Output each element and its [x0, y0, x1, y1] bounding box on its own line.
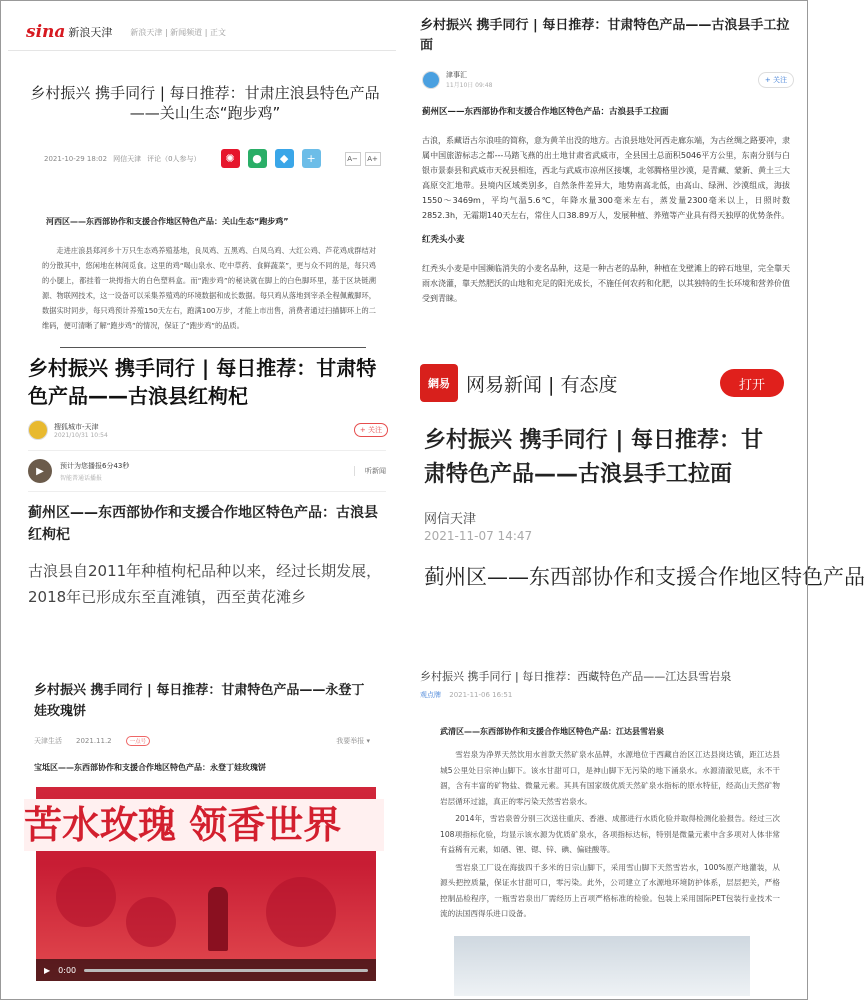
rose-decoration	[266, 877, 336, 947]
chevron-down-icon: ▾	[366, 737, 370, 745]
publish-date: 2021.11.2	[76, 737, 112, 745]
follow-button[interactable]: + 关注	[758, 72, 794, 88]
share-buttons	[221, 149, 321, 168]
article-body: 古浪，系藏语古尔浪哇的简称，意为黄羊出没的地方。古浪县地处河西走廊东端，为古丝绸之路要冲，隶属中国旅游标志之都---马踏飞燕的出土地甘肃省武威市，全县国土总面积5046平方公里，东南分别与白银市景泰县和武威市天祝县相连，西北与武威市凉州区接壤，北邻腾格里沙漠，是青藏、蒙新、黄土三大高原交汇地带。县境内区域类别多，自然条件差异大，地势南高北低，由高山、绿洲、沙漠组成，海拔1550～3469m，平均气温5.6℃，年降水量300毫米左右，蒸发量2300毫米以上，日照时数2852.3h，无霜期140天左右，常住人口38.89万人，发展种植、养殖等产业具有得天独厚的优势条件。	[422, 136, 790, 220]
section-body: 红秃头小麦是中国濒临消失的小麦名品种，这是一种古老的品种，种植在戈壁滩上的碎石地里，完全靠天雨水浇灌，靠天然肥沃的山地和充足的阳光成长，不施任何农药和化肥，以其独特的生长环境和营养价值受到青睐。	[422, 264, 790, 303]
article-source[interactable]: 天津生活	[34, 737, 62, 745]
follow-button[interactable]: + 关注	[354, 423, 388, 437]
play-icon[interactable]: ▶	[28, 459, 52, 483]
rose-decoration	[56, 867, 116, 927]
sina-article-panel	[8, 10, 396, 338]
article-source[interactable]: 观点牌	[420, 691, 441, 699]
sina-site-name: 新浪天津	[68, 26, 113, 39]
video-banner-text: 苦水玫瑰 领香世界	[24, 799, 384, 851]
article-subtitle: 蓟州区——东西部协作和支援合作地区特色产品：古浪县红枸杞	[28, 505, 378, 543]
rose-cake-article-panel	[8, 656, 394, 994]
breadcrumb[interactable]: 新浪天津 | 新闻频道 | 正文	[130, 27, 226, 37]
article-subtitle: 河西区——东西部协作和支援合作地区特色产品：关山生态“跑步鸡”	[46, 217, 289, 226]
comment-count[interactable]: 评论（0人参与）	[147, 154, 201, 163]
open-app-button[interactable]: 打开	[720, 369, 784, 397]
article-title: 乡村振兴 携手同行 | 每日推荐：甘肃特色产品——古浪县红枸杞	[28, 356, 377, 408]
article-meta	[8, 123, 396, 168]
article-meta	[8, 722, 394, 746]
audio-info	[60, 461, 129, 482]
article-paragraph: 雪岩泉为净界天然饮用水首款天然矿泉水品牌，水源地位于西藏自治区江达县岗达镇，距江达县城5公里处日宗神山脚下。该水甘甜可口，是神山脚下无污染的地下涌泉水。水源清澈见底，永不干涸，含有丰富的矿物盐、微量元素。其具有国家级优质天然矿泉水指标的原水特征，经高山天然矿物岩层循环过滤，真正的零污染天然雪岩泉水。	[440, 750, 780, 806]
font-increase-button[interactable]: A+	[365, 152, 381, 166]
spring-water-article-panel	[400, 656, 800, 994]
article-title: 乡村振兴 携手同行 | 每日推荐：甘肃特色产品——古浪县手工拉面	[420, 18, 790, 53]
audio-player[interactable]	[28, 450, 386, 492]
author-info	[54, 422, 108, 439]
author-name[interactable]: 搜狐城市-天津	[54, 422, 99, 431]
audio-voice: 智能普通话播报	[60, 474, 103, 482]
article-paragraph: 2014年，雪岩泉曾分别三次送往重庆、香港、成都进行水质化验并取得检测化验报告。经过三次108项指标化验，均显示该水源为优质矿泉水，各项指标达标，特别是微量元素中含多项对人体非常有益稀有元素，如硒、锂、锶、锌、碘、偏硅酸等。	[440, 814, 780, 854]
lamian-article-panel	[410, 10, 800, 338]
article-body: 走进庄浪县郑河乡十万只生态鸡养殖基地，良凤鸡、五黑鸡、白凤乌鸡、大红公鸡、芦花鸡成群结对的分散其中，悠闲地在林间觅食。这里的鸡“喝山泉水、吃中草药、食鲜蔬菜”，更与众不同的是，每只鸡的小腿上，都挂着一块拇指大的白色塑料盒。而“跑步鸡”的秘诀就在脚上的白色脚环里，基于区块链溯源、物联网技术，这一设备可以采集养殖鸡的环境数据和成长数据。每只鸡从落地到宰杀全程佩戴脚环，数据实时同步，每只鸡预计养殖150天左右，跑满100万步，才能上市出售，消费者通过扫描脚环上的二维码，便可清晰了解“跑步鸡”的情况，保证了“跑步鸡”的品质。	[42, 246, 376, 330]
qq-share-icon[interactable]: ◆	[275, 149, 294, 168]
author-name[interactable]: 津事汇	[446, 71, 467, 79]
publish-time: 2021-11-06 16:51	[449, 691, 513, 699]
play-icon[interactable]: ▶	[44, 965, 51, 975]
video-player[interactable]	[24, 787, 376, 981]
netease-brand: 网易新闻 | 有态度	[466, 373, 618, 396]
article-subtitle: 武清区——东西部协作和支援合作地区特色产品：江达县雪岩泉	[440, 727, 664, 736]
netease-logo[interactable]: 網易	[420, 364, 458, 402]
article-subtitle: 蓟州区——东西部协作和支援合作地区特色产品：古浪县手工拉面	[422, 107, 669, 117]
report-label: 我要举报	[336, 737, 365, 745]
rose-decoration	[126, 897, 176, 947]
person-figure	[208, 887, 228, 951]
netease-article-panel	[400, 348, 865, 650]
sina-header	[8, 10, 396, 44]
audio-duration: 预计为您播报6分43秒	[60, 461, 130, 470]
author-row	[410, 56, 800, 89]
publish-time: 2021-11-07 14:47	[424, 529, 533, 543]
account-badge: 一点号	[126, 736, 151, 746]
article-subtitle: 蓟州区——东西部协作和支援合作地区特色产品	[424, 565, 865, 589]
publish-date: 2021-10-29 18:02	[44, 154, 108, 163]
wechat-share-icon[interactable]: ●	[248, 149, 267, 168]
font-decrease-button[interactable]: A−	[345, 152, 361, 166]
article-meta	[400, 684, 800, 700]
article-source[interactable]: 网信天津	[113, 154, 142, 163]
listen-news-button[interactable]: 听新闻	[354, 466, 386, 476]
article-title: 乡村振兴 携手同行 | 每日推荐：甘肃庄浪县特色产品——关山生态“跑步鸡”	[30, 84, 380, 122]
article-body: 古浪县自2011年种植枸杞品种以来，经过长期发展，2018年已形成东至直滩镇，西至黄花滩乡	[28, 562, 382, 606]
sina-logo-mark: sina	[26, 22, 66, 42]
netease-header	[400, 348, 800, 402]
section-heading: 红秃头小麦	[422, 235, 465, 245]
more-share-icon[interactable]: +	[302, 149, 321, 168]
seek-bar[interactable]	[84, 969, 368, 972]
publish-time: 11月10日 09:48	[446, 82, 493, 89]
author-row	[8, 410, 394, 440]
sina-logo[interactable]	[26, 22, 112, 42]
article-subtitle: 宝坻区——东西部协作和支援合作地区特色产品：永登丁娃玫瑰饼	[34, 763, 266, 772]
author-info	[446, 70, 492, 89]
font-size-controls	[345, 152, 381, 166]
article-source[interactable]: 网信天津	[424, 512, 477, 527]
author-avatar[interactable]	[422, 71, 440, 89]
goji-article-panel	[8, 348, 394, 650]
publish-time: 2021/10/31 10:54	[54, 431, 108, 439]
article-paragraph: 雪岩泉工厂设在海拔四千多米的日宗山脚下，采用雪山脚下天然雪岩水，100%原产地灌装，从源头把控质量，保证水甘甜可口，零污染。此外，公司建立了水源地环境防护体系，层层把关，严格控制品检程序，一瓶雪岩泉出厂需经历上百项严格标准的检验。包装上采用国际PET包装行业技术一流的法国西得乐进口设备。	[440, 862, 780, 918]
article-title: 乡村振兴 携手同行 | 每日推荐：西藏特色产品——江达县雪岩泉	[420, 670, 732, 683]
video-controls	[36, 959, 376, 981]
product-image	[454, 936, 750, 996]
article-title: 乡村振兴 携手同行 | 每日推荐：甘肃特色产品——永登丁娃玫瑰饼	[34, 683, 365, 719]
video-time: 0:00	[58, 965, 77, 975]
report-button[interactable]	[336, 736, 370, 746]
author-avatar[interactable]	[28, 420, 48, 440]
weibo-share-icon[interactable]: ✺	[221, 149, 240, 168]
article-title: 乡村振兴 携手同行 | 每日推荐：甘肃特色产品——古浪县手工拉面	[424, 428, 764, 487]
